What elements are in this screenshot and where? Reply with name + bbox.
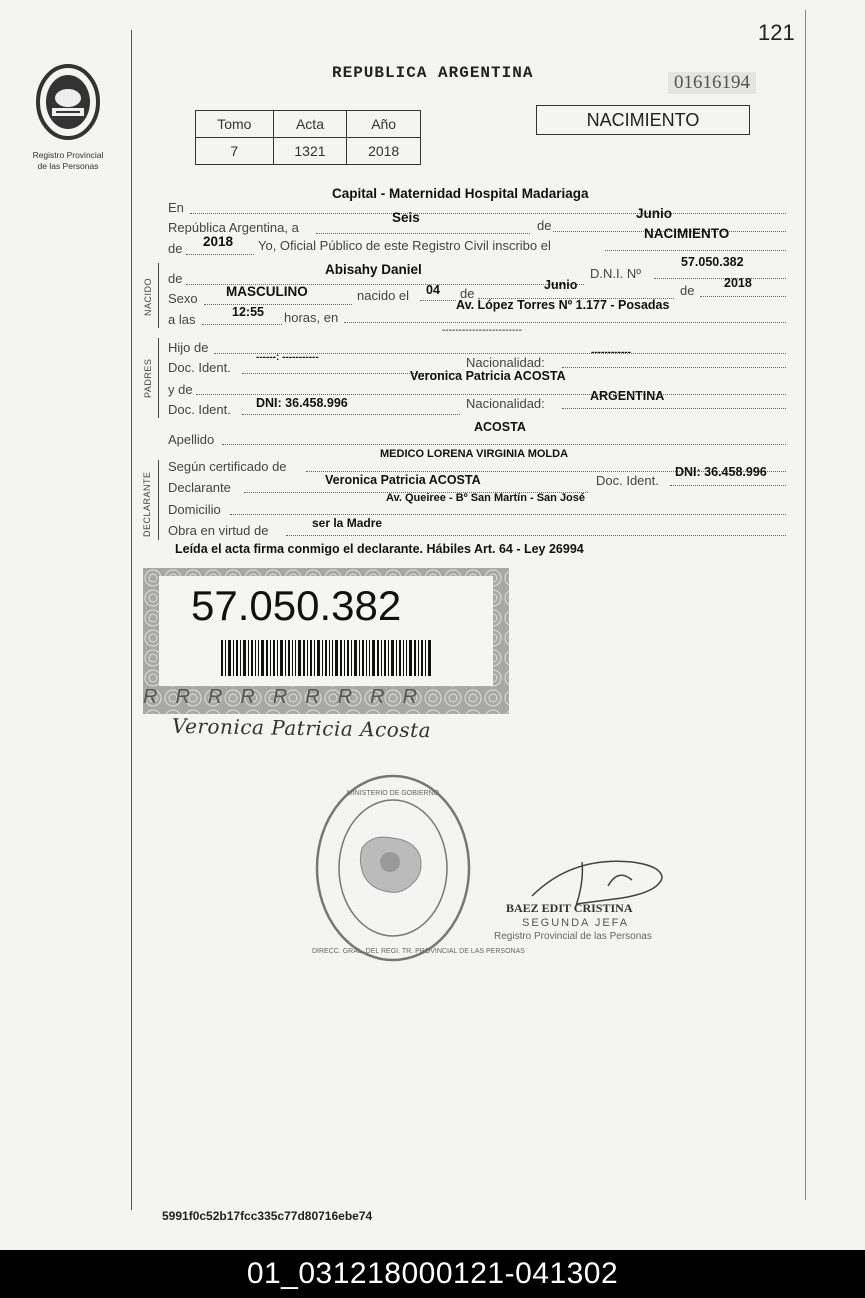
birth-address: Av. López Torres Nº 1.177 - Posadas — [456, 298, 670, 312]
certificado-label: Según certificado de — [168, 459, 287, 474]
republica-label: República Argentina, a — [168, 220, 299, 235]
nacido-side-label: NACIDO — [143, 277, 153, 316]
barcode-icon — [221, 640, 431, 676]
table-header-ano: Año — [347, 111, 421, 138]
registry-table — [195, 110, 421, 165]
sticker-pattern-letters: RRRRRRRRR — [143, 686, 436, 708]
father-nationality: ------------ — [591, 347, 631, 358]
declarant-doc: DNI: 36.458.996 — [675, 465, 767, 479]
birth-month: Junio — [544, 278, 578, 292]
right-margin-line — [805, 10, 806, 1200]
left-margin-line — [131, 30, 132, 1210]
mother-doc-label: Doc. Ident. — [168, 402, 231, 417]
mother-doc: DNI: 36.458.996 — [256, 396, 348, 410]
y-de-label: y de — [168, 382, 193, 397]
sticker-number: 57.050.382 — [191, 582, 402, 629]
nacido-sidebar — [158, 263, 159, 328]
father-name-placeholder: ------------------------ — [442, 325, 522, 336]
mother-nac-label: Nacionalidad: — [466, 396, 545, 411]
stamp-ring-text: DIRECC. GRAL. DEL REGI. TR. PROVINCIAL DE LAS PERSONAS — [312, 948, 525, 955]
birth-year: 2018 — [724, 276, 752, 290]
sexo-label: Sexo — [168, 291, 198, 306]
a-las-label: a las — [168, 312, 196, 327]
table-header-acta: Acta — [273, 111, 347, 138]
declarant-address: Av. Queiree - Bº San Martín - San José — [386, 492, 586, 504]
official-stamp-icon — [312, 770, 525, 966]
registration-day: Seis — [392, 210, 420, 225]
birth-place: Capital - Maternidad Hospital Madariaga — [332, 186, 589, 201]
table-value-tomo: 7 — [196, 138, 274, 165]
de-label-1: de — [537, 218, 552, 233]
birth-de-label-2: de — [680, 283, 695, 298]
act-type-box: NACIMIENTO — [536, 105, 750, 135]
declarant-signature: Veronica Patricia Acosta — [171, 713, 432, 743]
declarant-relation: ser la Madre — [312, 516, 383, 530]
father-nac-label: Nacionalidad: — [466, 355, 545, 370]
table-header-tomo: Tomo — [196, 111, 274, 138]
footer-id-bar: 01_031218000121-041302 — [0, 1250, 865, 1298]
registration-year: 2018 — [203, 234, 234, 249]
certificate-issuer: MEDICO LORENA VIRGINIA MOLDA — [380, 448, 569, 460]
child-dni: 57.050.382 — [681, 255, 744, 269]
document-title: REPUBLICA ARGENTINA — [332, 64, 534, 82]
inscription-type: NACIMIENTO — [644, 226, 730, 241]
stamp-inner-text: MINISTERIO DE GOBIERNO — [346, 790, 440, 797]
birth-time: 12:55 — [232, 305, 264, 319]
birth-day: 04 — [426, 283, 440, 297]
declarant-doc-label: Doc. Ident. — [596, 473, 659, 488]
hijo-de-label: Hijo de — [168, 340, 209, 355]
mother-name: Veronica Patricia ACOSTA — [410, 369, 566, 383]
official-role: SEGUNDA JEFA — [522, 917, 630, 929]
declarante-label: Declarante — [168, 480, 231, 495]
obra-label: Obra en virtud de — [168, 523, 269, 538]
document-hash: 5991f0c52b17fcc335c77d80716ebe74 — [162, 1209, 373, 1223]
declarante-sidebar — [158, 460, 159, 540]
en-label: En — [168, 200, 184, 215]
logo-org-name — [20, 150, 116, 172]
horas-en-label: horas, en — [284, 310, 339, 325]
padres-side-label: PADRES — [143, 358, 153, 398]
child-name: Abisahy Daniel — [325, 262, 422, 277]
page-number: 121 — [758, 20, 795, 45]
domicilio-label: Domicilio — [168, 502, 221, 517]
table-value-ano: 2018 — [347, 138, 421, 165]
serial-number: 01616194 — [668, 72, 756, 94]
father-doc-label: Doc. Ident. — [168, 360, 231, 375]
logo-org-line1: Registro Provincial — [32, 150, 104, 160]
dni-label: D.N.I. Nº — [590, 266, 641, 281]
apellido-label: Apellido — [168, 432, 215, 447]
dni-sticker — [143, 568, 509, 714]
father-doc: ------: ----------- — [256, 352, 319, 363]
padres-sidebar — [158, 338, 159, 418]
mother-nationality: ARGENTINA — [590, 389, 665, 403]
name-de-label: de — [168, 271, 183, 286]
declarante-side-label: DECLARANTE — [142, 471, 152, 537]
official-org: Registro Provincial de las Personas — [494, 931, 652, 942]
table-value-acta: 1321 — [273, 138, 347, 165]
de-label-2: de — [168, 241, 183, 256]
child-sex: MASCULINO — [226, 284, 308, 299]
registration-month: Junio — [636, 206, 672, 221]
official-name: BAEZ EDIT CRISTINA — [506, 901, 633, 915]
nacido-el-label: nacido el — [357, 288, 410, 303]
officer-text: Yo, Oficial Público de este Registro Civil inscribo el — [258, 238, 551, 253]
province-seal-icon — [32, 62, 104, 146]
declarant-name: Veronica Patricia ACOSTA — [325, 473, 481, 487]
closing-statement: Leída el acta firma conmigo el declarante. Hábiles Art. 64 - Ley 26994 — [175, 542, 584, 556]
logo-org-line2: de las Personas — [37, 161, 99, 171]
surname: ACOSTA — [474, 420, 526, 434]
birth-de-label-1: de — [460, 286, 475, 301]
